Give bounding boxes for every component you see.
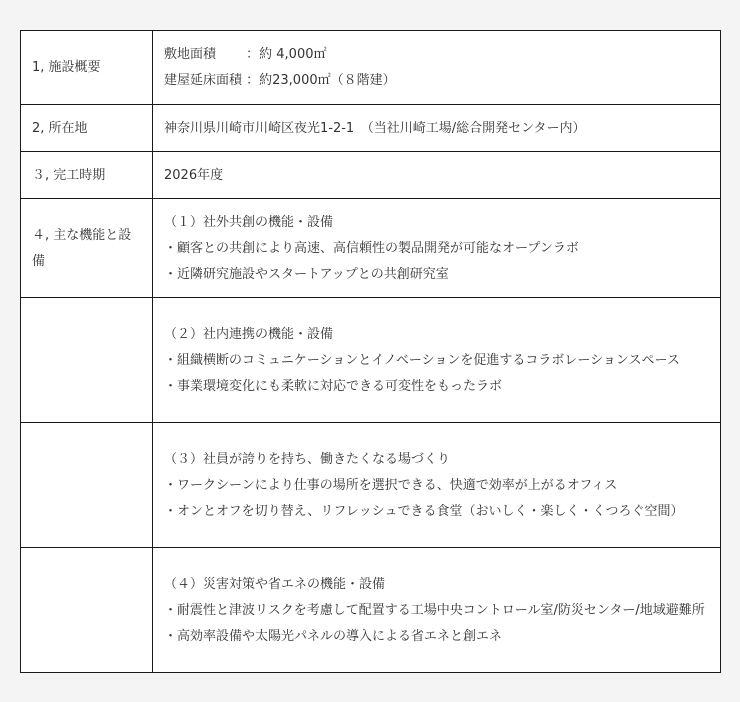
table-row-functions-4 [21,548,721,673]
facility-spec-table [20,30,721,673]
row-content [153,105,721,152]
content-line: 2026年度 [164,167,224,183]
row-label: ４, 主な機能と設備 [21,199,153,298]
table-row-location [21,105,721,152]
row-content [153,152,721,199]
table-row-facility-overview [21,31,721,105]
content-line: （２）社内連携の機能・設備 [164,326,334,342]
content-line: （３）社員が誇りを持ち、働きたくなる場づくり [164,451,451,467]
content-line: ・ワークシーンにより仕事の場所を選択できる、快適で効率が上がるオフィス [164,477,618,493]
row-content [153,31,721,105]
row-label [21,423,153,548]
content-line: ・オンとオフを切り替え、リフレッシュできる食堂（おいしく・楽しく・くつろぐ空間） [164,503,684,519]
table-row-functions-1 [21,199,721,298]
content-line: ・高効率設備や太陽光パネルの導入による省エネと創エネ [164,628,503,644]
content-line: 神奈川県川崎市川崎区夜光1-2-1 （当社川崎工場/総合開発センター内） [164,120,586,136]
content-line: ・近隣研究施設やスタートアップとの共創研究室 [164,266,449,282]
content-line: （１）社外共創の機能・設備 [164,214,334,230]
row-content [153,298,721,423]
row-label: 1, 施設概要 [21,31,153,105]
row-content [153,199,721,298]
table-row-functions-2 [21,298,721,423]
row-label [21,548,153,673]
row-label [21,298,153,423]
row-label: ３, 完工時期 [21,152,153,199]
content-line: 敷地面積 ：約 4,000㎡ [164,47,327,62]
row-content [153,423,721,548]
content-line: ・耐震性と津波リスクを考慮して配置する工場中央コントロール室/防災センター/地域避難所 [164,602,705,618]
row-label: 2, 所在地 [21,105,153,152]
row-content [153,548,721,673]
content-line: ・事業環境変化にも柔軟に対応できる可変性をもったラボ [164,378,503,394]
content-line: 建屋延床面積 ：約23,000㎡（８階建） [164,73,396,88]
table-row-functions-3 [21,423,721,548]
content-line: ・組織横断のコミュニケーションとイノベーションを促進するコラボレーションスペース [164,352,680,368]
table-row-completion [21,152,721,199]
content-line: （４）災害対策や省エネの機能・設備 [164,576,386,592]
content-line: ・顧客との共創により高速、高信頼性の製品開発が可能なオープンラボ [164,240,579,256]
